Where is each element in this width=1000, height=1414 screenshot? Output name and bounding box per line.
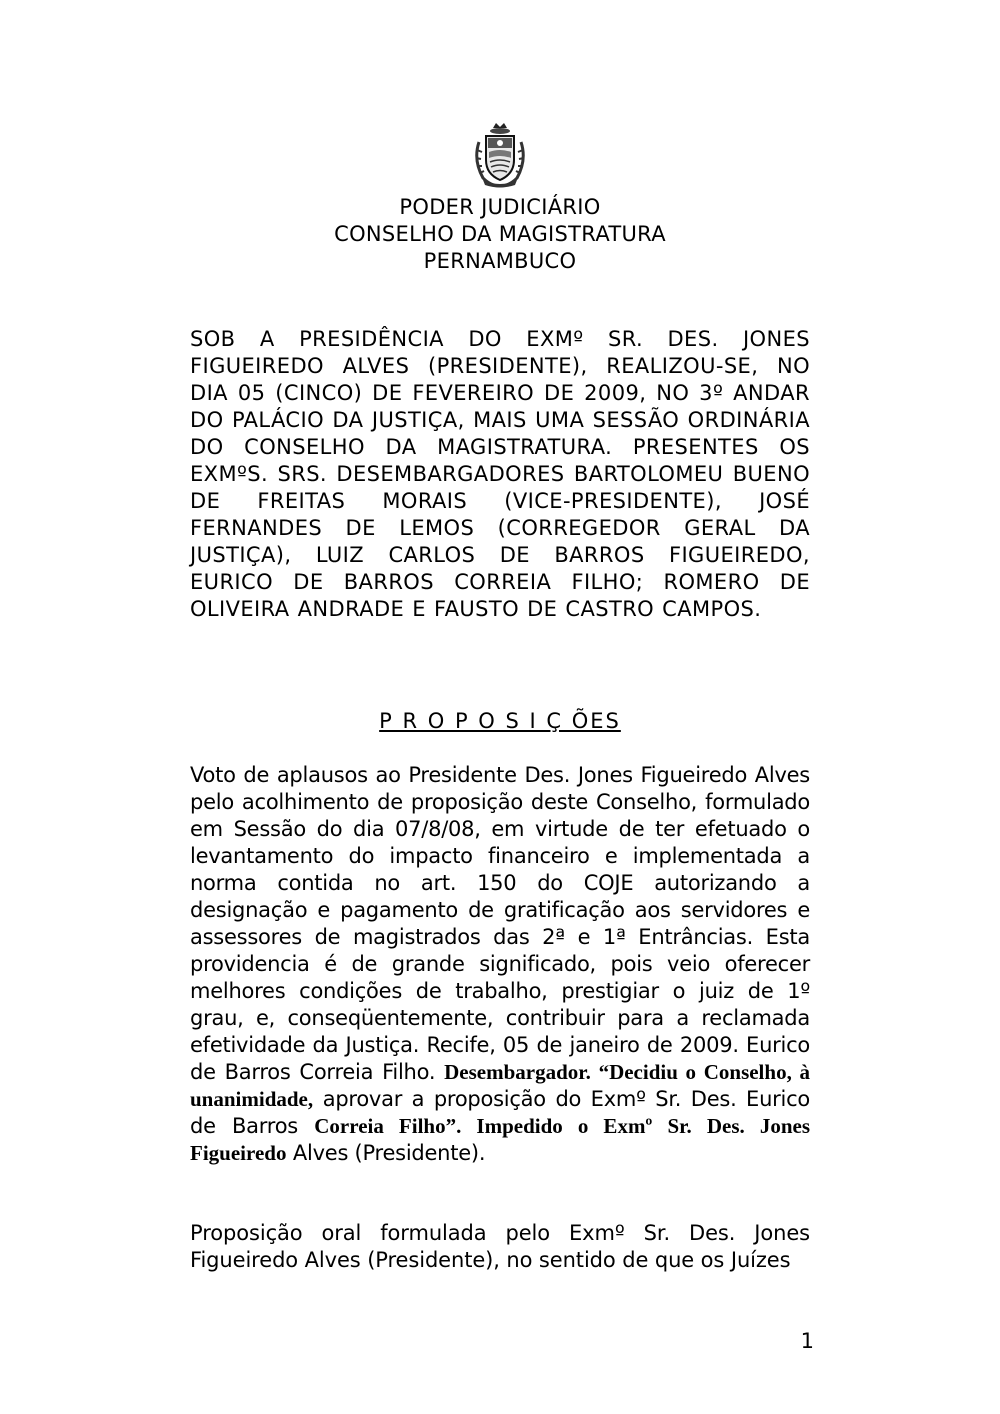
section-title-text: P R O P O S I Ç ÕES — [379, 709, 621, 733]
document-header — [0, 194, 1000, 275]
header-line-state: PERNAMBUCO — [423, 249, 577, 273]
coat-of-arms-seal-icon — [471, 122, 529, 190]
session-intro-paragraph: SOB A PRESIDÊNCIA DO EXMº SR. DES. JONES FIGUEIREDO ALVES (PRESIDENTE), REALIZOU-SE, NO DIA 05 (CINCO) DE FEVEREIRO DE 2009, NO 3º ANDAR DO PALÁCIO DA JUSTIÇA, MAIS UMA SESSÃO ORDINÁRIA DO CONSELHO DA MAGISTRATURA. PRESENTES OS EXMºS. SRS. DESEMBARGADORES BARTOLOMEU BUENO DE FREITAS MORAIS (VICE-PRESIDENTE), JOSÉ FERNANDES DE LEMOS (CORREGEDOR GERAL DA JUSTIÇA), LUIZ CARLOS DE BARROS FIGUEIREDO, EURICO DE BARROS CORREIA FILHO; ROMERO DE OLIVEIRA ANDRADE E FAUSTO DE CASTRO CAMPOS. — [190, 327, 810, 621]
page-number: 1 — [800, 1329, 814, 1353]
proposition-1-text-a: Voto de aplausos ao Presidente Des. Jones Figueiredo Alves pelo acolhimento de proposição deste Conselho, formulado em Sessão do dia 07/8/08, em virtude de ter efetuado o levantamento do impacto financeiro e implementada a norma contida no art. 150 do COJE autorizando a designação e pagamento de gratificação aos servidores e assessores de magistrados das 2ª e 1ª Entrâncias. Esta providencia é de grande significado, pois veio oferecer melhores condições de trabalho, prestigiar o juiz de 1º grau, e, conseqüentemente, contribuir para a reclamada efetividade da Justiça. Recife, 05 de janeiro de 2009. Eurico de Barros Correia Filho. — [190, 763, 810, 1084]
proposition-1-text-b: aprovar a proposição do Exmº Sr. Des. Eurico de Barros — [190, 1087, 810, 1138]
proposition-1-bold-a: Desembargador. “Decidiu o Conselho, à unanimidade, — [190, 1060, 810, 1111]
section-title — [0, 708, 1000, 735]
proposition-paragraph-2: Proposição oral formulada pelo Exmº Sr. Des. Jones Figueiredo Alves (Presidente), no sentido de que os Juízes — [190, 1221, 810, 1272]
proposition-paragraph-1 — [190, 762, 810, 1167]
proposition-1-text-c: Alves (Presidente). — [292, 1141, 486, 1165]
header-line-judiciary: PODER JUDICIÁRIO — [399, 195, 601, 219]
header-line-council: CONSELHO DA MAGISTRATURA — [334, 222, 666, 246]
proposition-1-bold-b: Correia Filho”. Impedido o Exmº Sr. Des. Jones Figueiredo — [190, 1114, 810, 1165]
